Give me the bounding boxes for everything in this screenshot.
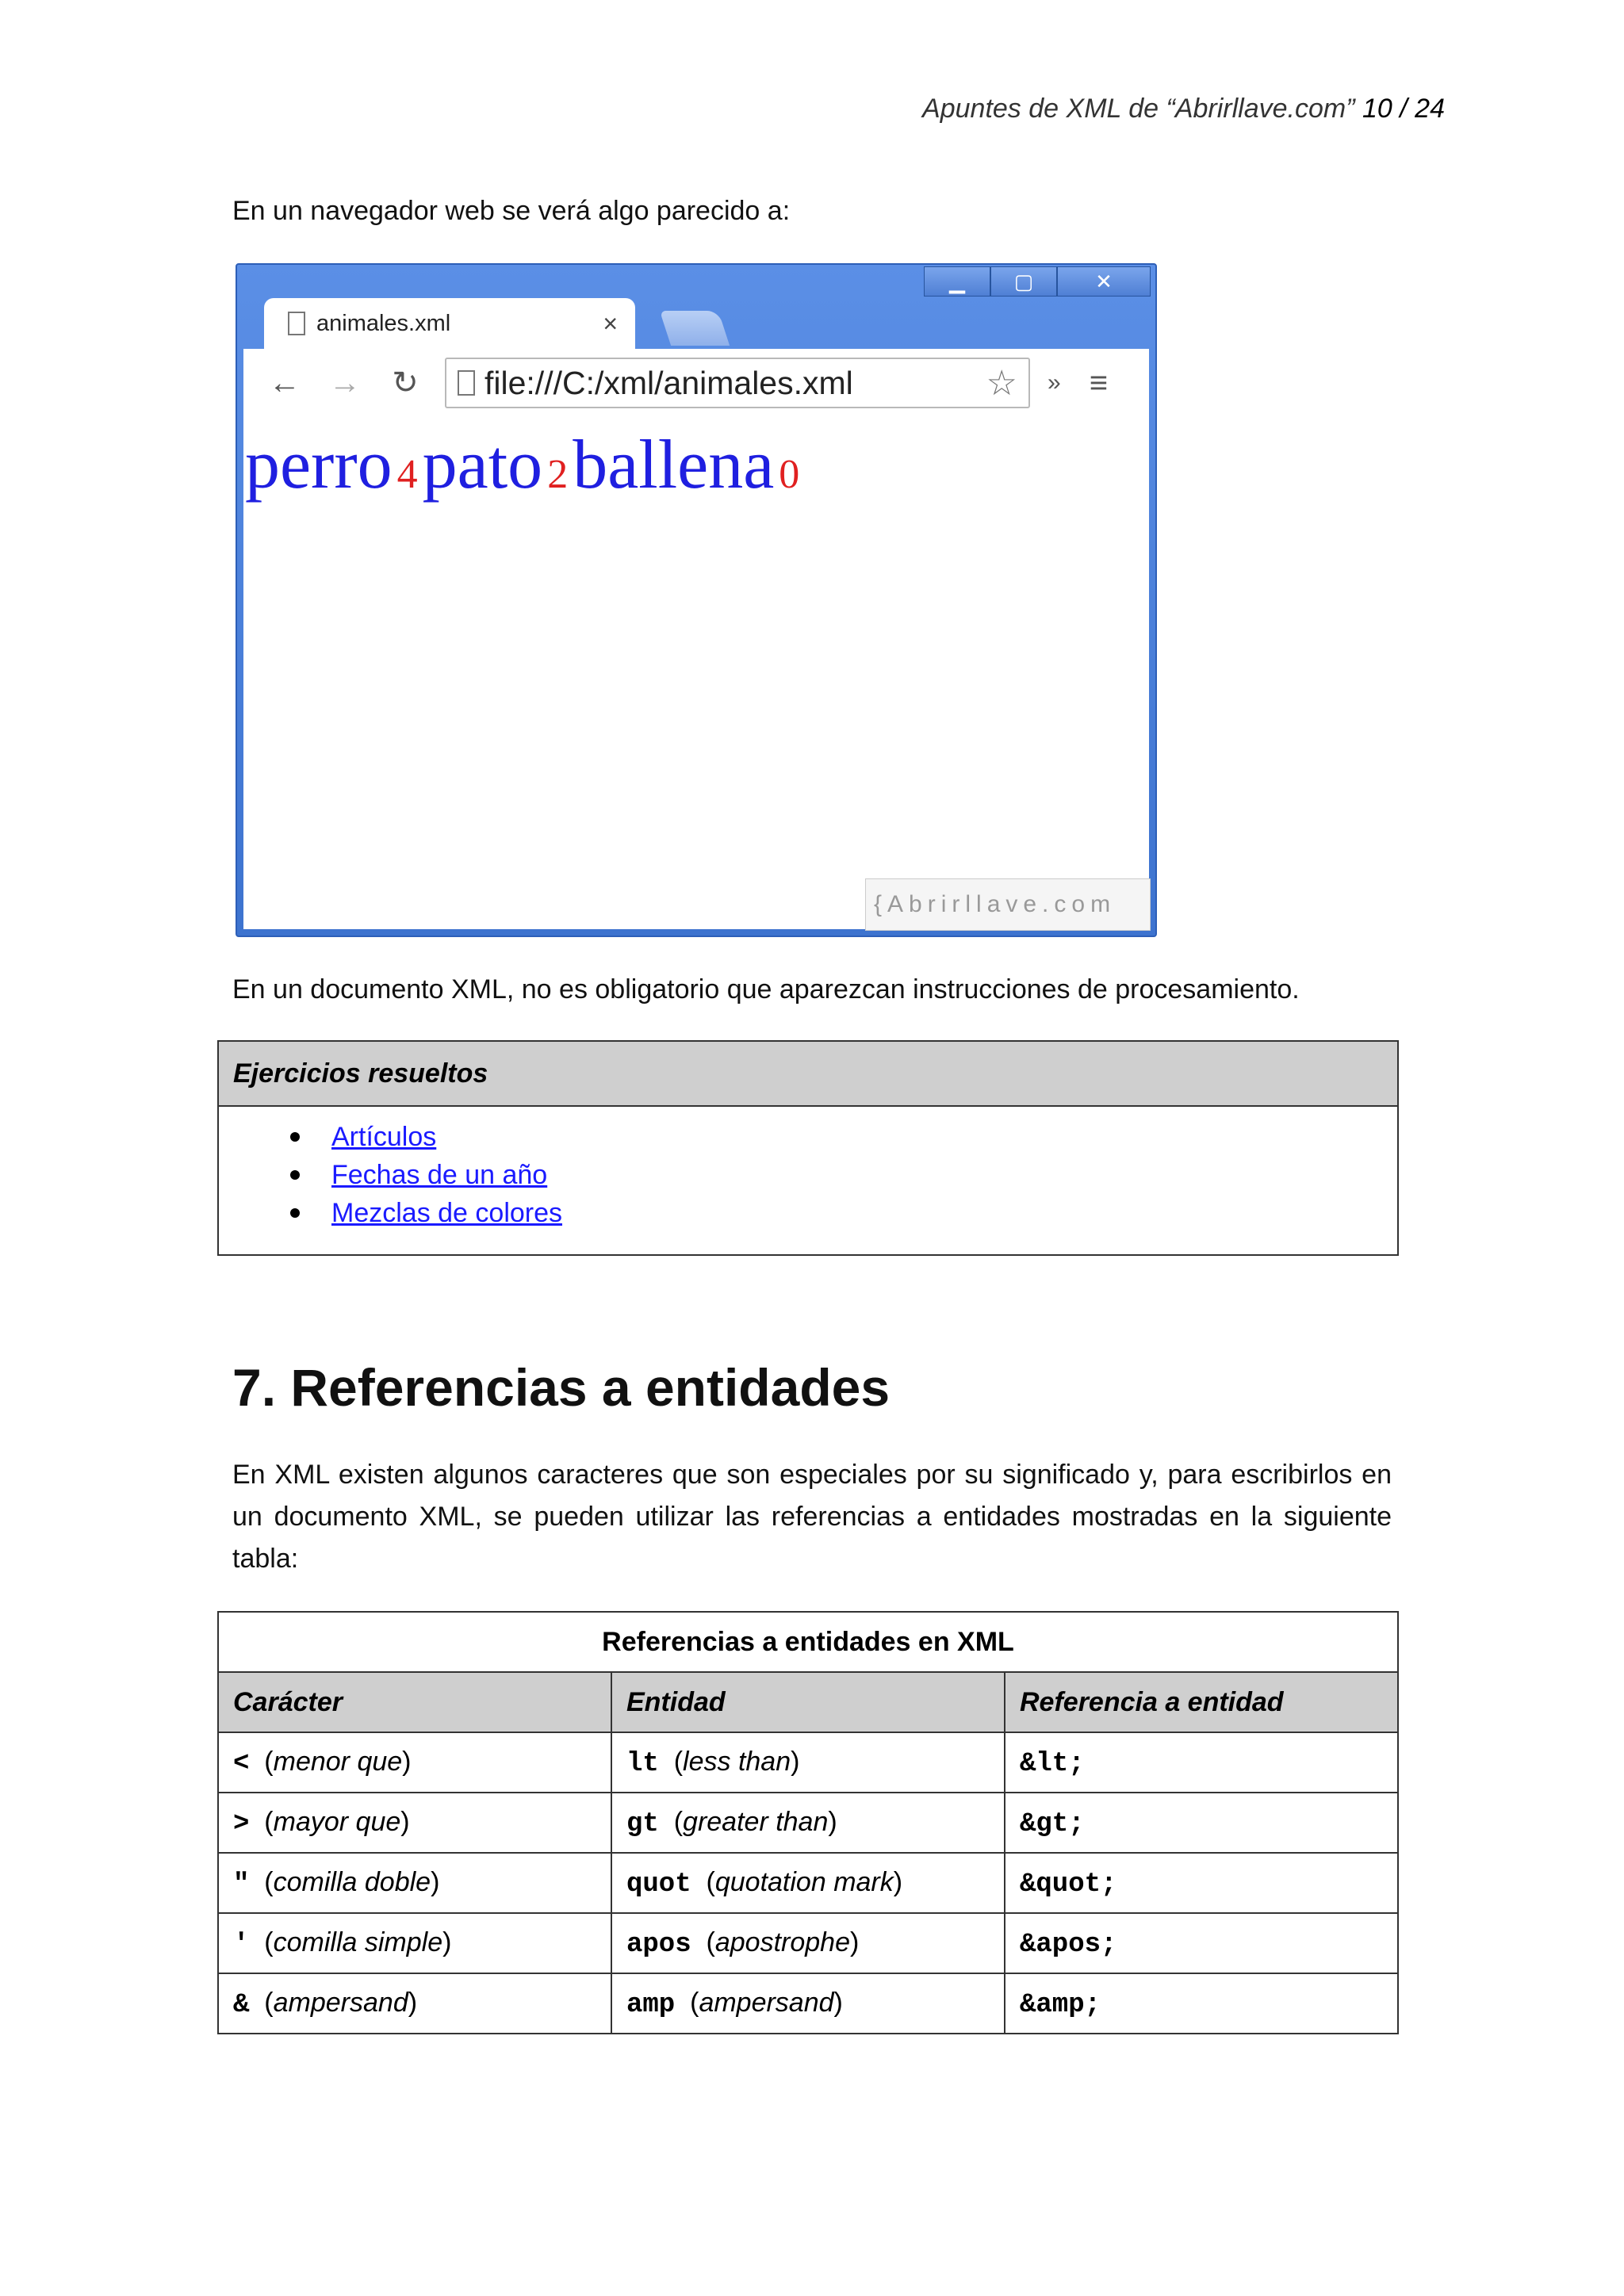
- column-header: Carácter: [218, 1672, 611, 1732]
- page-icon: [458, 370, 475, 396]
- tab-title: animales.xml: [316, 310, 451, 336]
- entity-desc: less than: [683, 1746, 791, 1777]
- char-desc: mayor que: [273, 1806, 401, 1837]
- entity-desc: ampersand: [699, 1987, 834, 2018]
- animal-count: 2: [547, 452, 569, 497]
- table-row: [218, 1973, 1398, 2034]
- table-row: [218, 1913, 1398, 1973]
- forward-arrow-icon: →: [329, 365, 361, 400]
- back-arrow-icon: ←: [269, 365, 301, 400]
- page-header: [0, 94, 1445, 124]
- ref-cell: [1005, 1913, 1398, 1973]
- entity-name: lt: [626, 1748, 659, 1779]
- entities-table: [217, 1611, 1399, 2034]
- entity-cell: amp (ampersand): [611, 1973, 1005, 2034]
- entity-cell: lt (less than): [611, 1732, 1005, 1793]
- char-cell: & (ampersand): [218, 1973, 611, 2034]
- char-desc: comilla doble: [273, 1866, 431, 1897]
- char-desc: menor que: [273, 1746, 403, 1777]
- table-caption: Referencias a entidades en XML: [218, 1612, 1398, 1672]
- list-item[interactable]: [219, 1156, 1397, 1194]
- column-header: Referencia a entidad: [1005, 1672, 1398, 1732]
- entity-name: quot: [626, 1869, 691, 1900]
- watermark: {Abrirllave.com: [865, 878, 1151, 931]
- exercises-list: [219, 1118, 1397, 1232]
- close-window-icon: ✕: [1057, 266, 1151, 297]
- new-tab-icon: [660, 311, 730, 346]
- entity-cell: gt (greater than): [611, 1793, 1005, 1853]
- reload-icon: ↻: [392, 365, 419, 400]
- maximize-icon: ▢: [990, 266, 1057, 297]
- entity-ref: &amp;: [1020, 1989, 1101, 2020]
- list-item[interactable]: [219, 1118, 1397, 1156]
- char-symbol: ": [233, 1869, 250, 1900]
- menu-icon: ≡: [1089, 365, 1109, 400]
- entity-name: gt: [626, 1808, 659, 1839]
- entity-cell: quot (quotation mark): [611, 1853, 1005, 1913]
- animal-name: ballena: [573, 427, 775, 503]
- char-symbol: &: [233, 1989, 250, 2020]
- browser-toolbar: [243, 349, 1149, 418]
- entity-ref: &lt;: [1020, 1748, 1085, 1779]
- entity-ref: &apos;: [1020, 1929, 1117, 1960]
- entity-cell: apos (apostrophe): [611, 1913, 1005, 1973]
- exercise-link[interactable]: Artículos: [331, 1122, 437, 1152]
- exercise-link[interactable]: Mezclas de colores: [331, 1198, 563, 1228]
- char-cell: < (menor que): [218, 1732, 611, 1793]
- column-header: Entidad: [611, 1672, 1005, 1732]
- address-bar: [445, 358, 1030, 408]
- list-item[interactable]: [219, 1194, 1397, 1232]
- browser-screenshot: [236, 263, 1157, 937]
- ref-cell: [1005, 1732, 1398, 1793]
- section-paragraph: En XML existen algunos caracteres que son especiales por su significado y, para escribirlos en un documento XML, se pueden utilizar las referencias a entidades mostradas en la siguiente tabla:: [232, 1460, 1392, 1574]
- entity-name: amp: [626, 1989, 676, 2020]
- table-row: [218, 1853, 1398, 1913]
- char-cell: > (mayor que): [218, 1793, 611, 1853]
- exercises-box: [217, 1040, 1399, 1256]
- minimize-icon: ▁: [924, 266, 990, 297]
- note-paragraph: En un documento XML, no es obligatorio que aparezcan instrucciones de procesamiento.: [232, 974, 1300, 1004]
- table-row: [218, 1732, 1398, 1793]
- entity-ref: &gt;: [1020, 1808, 1085, 1839]
- ref-cell: [1005, 1793, 1398, 1853]
- animal-name: pato: [422, 427, 543, 503]
- char-cell: ' (comilla simple): [218, 1913, 611, 1973]
- entity-desc: quotation mark: [714, 1866, 894, 1897]
- browser-content: [243, 417, 1149, 929]
- window-controls: [924, 266, 1151, 297]
- animal-count: 4: [396, 452, 418, 497]
- browser-tab: [264, 298, 635, 349]
- animal-count: 0: [779, 452, 800, 497]
- char-symbol: >: [233, 1808, 250, 1839]
- section-heading: 7. Referencias a entidades: [232, 1358, 891, 1417]
- entity-ref: &quot;: [1020, 1869, 1117, 1900]
- char-symbol: <: [233, 1748, 250, 1779]
- url-text: file:///C:/xml/animales.xml: [485, 364, 853, 401]
- entity-desc: greater than: [683, 1806, 829, 1837]
- animal-name: perro: [245, 427, 393, 503]
- ref-cell: [1005, 1853, 1398, 1913]
- char-desc: comilla simple: [273, 1927, 443, 1957]
- char-desc: ampersand: [273, 1987, 408, 2018]
- intro-paragraph: En un navegador web se verá algo parecido a:: [232, 196, 791, 226]
- ref-cell: [1005, 1973, 1398, 2034]
- exercise-link[interactable]: Fechas de un año: [331, 1160, 548, 1190]
- more-icon: »: [1048, 369, 1061, 396]
- header-text: Apuntes de XML de “Abrirllave.com”: [922, 94, 1355, 124]
- page-number: 10 / 24: [1362, 94, 1445, 124]
- entity-name: apos: [626, 1929, 691, 1960]
- entity-desc: apostrophe: [714, 1927, 850, 1957]
- star-icon: ☆: [986, 363, 1017, 403]
- animal-list: [245, 425, 804, 505]
- tab-close-icon: ×: [603, 308, 618, 338]
- char-symbol: ': [233, 1929, 250, 1960]
- char-cell: " (comilla doble): [218, 1853, 611, 1913]
- exercises-title: Ejercicios resueltos: [219, 1042, 1397, 1107]
- table-row: [218, 1793, 1398, 1853]
- file-icon: [288, 312, 305, 335]
